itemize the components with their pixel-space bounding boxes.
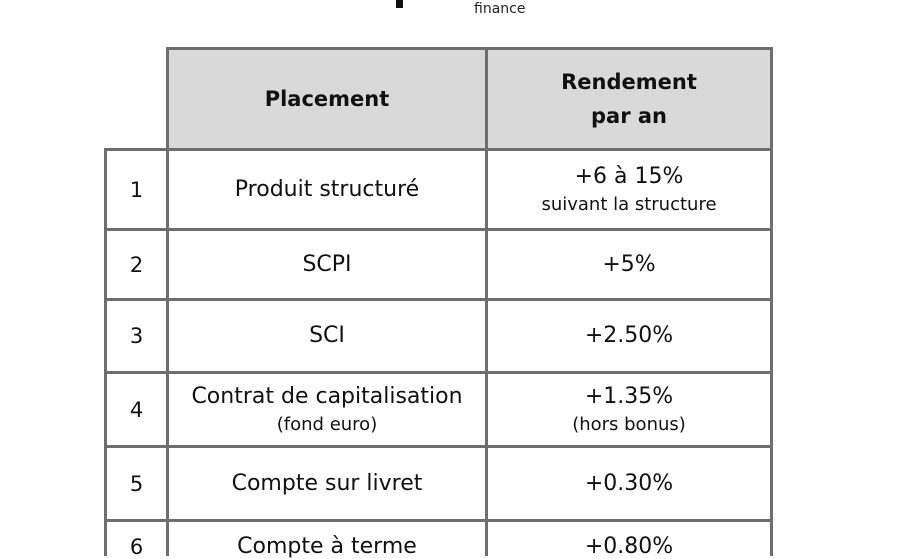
row-6-yield <box>485 519 773 559</box>
placement-name: Compte sur livret <box>231 470 423 496</box>
placement-name: SCPI <box>302 251 352 277</box>
header-yield <box>485 47 773 151</box>
yield-value: +2.50% <box>584 323 674 348</box>
yield-note: suivant la structure <box>541 193 717 215</box>
yield-note: (hors bonus) <box>572 413 686 435</box>
row-3-yield <box>485 298 773 374</box>
row-number: 4 <box>129 397 144 422</box>
row-1-yield <box>485 148 773 231</box>
row-number: 3 <box>129 324 144 348</box>
row-1-number <box>104 148 169 231</box>
row-5-placement <box>166 445 488 522</box>
placement-name: Produit structuré <box>234 176 420 202</box>
row-2-number <box>104 228 169 301</box>
row-6-number <box>104 519 169 559</box>
row-6-placement <box>166 519 488 559</box>
brand-subtitle: finance <box>474 1 526 17</box>
placement-note: (fond euro) <box>276 413 378 435</box>
placement-name: Contrat de capitalisation <box>191 383 463 409</box>
header-yield-line1: Rendement <box>561 70 697 94</box>
row-3-number <box>104 298 169 374</box>
header-placement-label: Placement <box>264 87 390 111</box>
row-number: 6 <box>129 535 144 559</box>
row-2-yield <box>485 228 773 301</box>
header-yield-line2: par an <box>591 104 667 128</box>
row-4-placement <box>166 371 488 448</box>
placement-name: SCI <box>309 323 345 348</box>
yield-value: +1.35% <box>584 383 674 409</box>
placement-name: Compte à terme <box>237 534 417 559</box>
yield-value: +0.80% <box>584 534 674 559</box>
yield-value: +0.30% <box>584 470 674 496</box>
yield-value: +5% <box>602 251 656 277</box>
row-number: 1 <box>129 177 144 202</box>
yield-value: +6 à 15% <box>574 163 684 189</box>
row-3-placement <box>166 298 488 374</box>
row-4-yield <box>485 371 773 448</box>
logo-letter-mark <box>396 0 403 8</box>
brand-logo <box>384 0 412 8</box>
row-number: 5 <box>129 471 144 496</box>
row-2-placement <box>166 228 488 301</box>
row-1-placement <box>166 148 488 231</box>
row-5-number <box>104 445 169 522</box>
row-5-yield <box>485 445 773 522</box>
header-placement <box>166 47 488 151</box>
row-number: 2 <box>129 252 144 277</box>
row-4-number <box>104 371 169 448</box>
